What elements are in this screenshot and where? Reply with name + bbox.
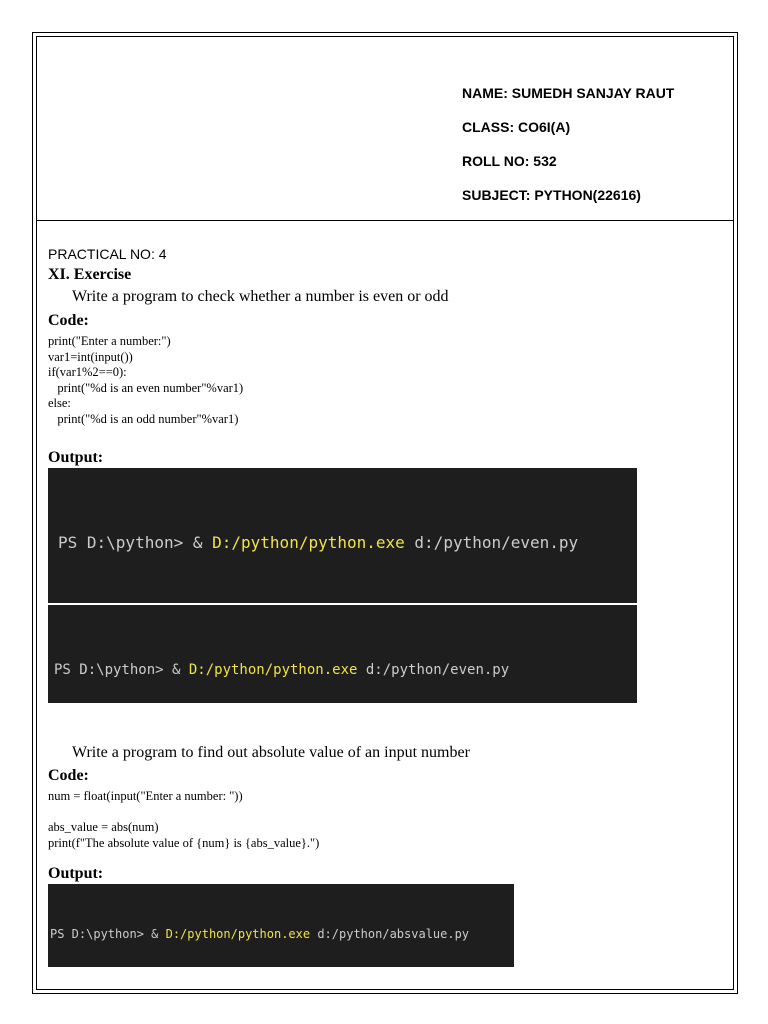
terminal-output-even [48,468,637,603]
terminal-output-absvalue [48,884,514,967]
question-1-code-label: Code: [48,312,89,329]
question-2-output-label: Output: [48,865,104,882]
student-roll: ROLL NO: 532 [462,153,557,169]
question-1-output-label: Output: [48,449,104,466]
question-2-code-label: Code: [48,767,89,784]
question-1-text: Write a program to check whether a number is even or odd [72,288,449,305]
student-class: CLASS: CO6I(A) [462,119,571,135]
practical-number: PRACTICAL NO: 4 [48,246,167,262]
student-info-block [462,84,674,220]
exercise-heading: XI. Exercise [48,266,132,283]
question-1-code: print("Enter a number:") var1=int(input()) if(var1%2==0): print("%d is an even number"%var1) else: print("%d is an odd number"%var1) [48,334,244,426]
question-2-code: num = float(input("Enter a number: ")) abs_value = abs(num) print(f"The absolute value of {num} is {abs_value}.") [48,789,320,850]
terminal-output-odd [48,605,637,703]
question-2-text: Write a program to find out absolute value of an input number [72,744,470,761]
student-subject: SUBJECT: PYTHON(22616) [462,187,641,203]
terminal-command-line: PS D:\python> & D:/python/python.exe d:/python/even.py [54,662,510,678]
terminal-command-line: PS D:\python> & D:/python/python.exe d:/python/even.py [58,533,579,552]
student-name: NAME: SUMEDH SANJAY RAUT [462,85,675,101]
terminal-command-line: PS D:\python> & D:/python/python.exe d:/python/absvalue.py [50,927,470,941]
header-divider [36,220,734,221]
